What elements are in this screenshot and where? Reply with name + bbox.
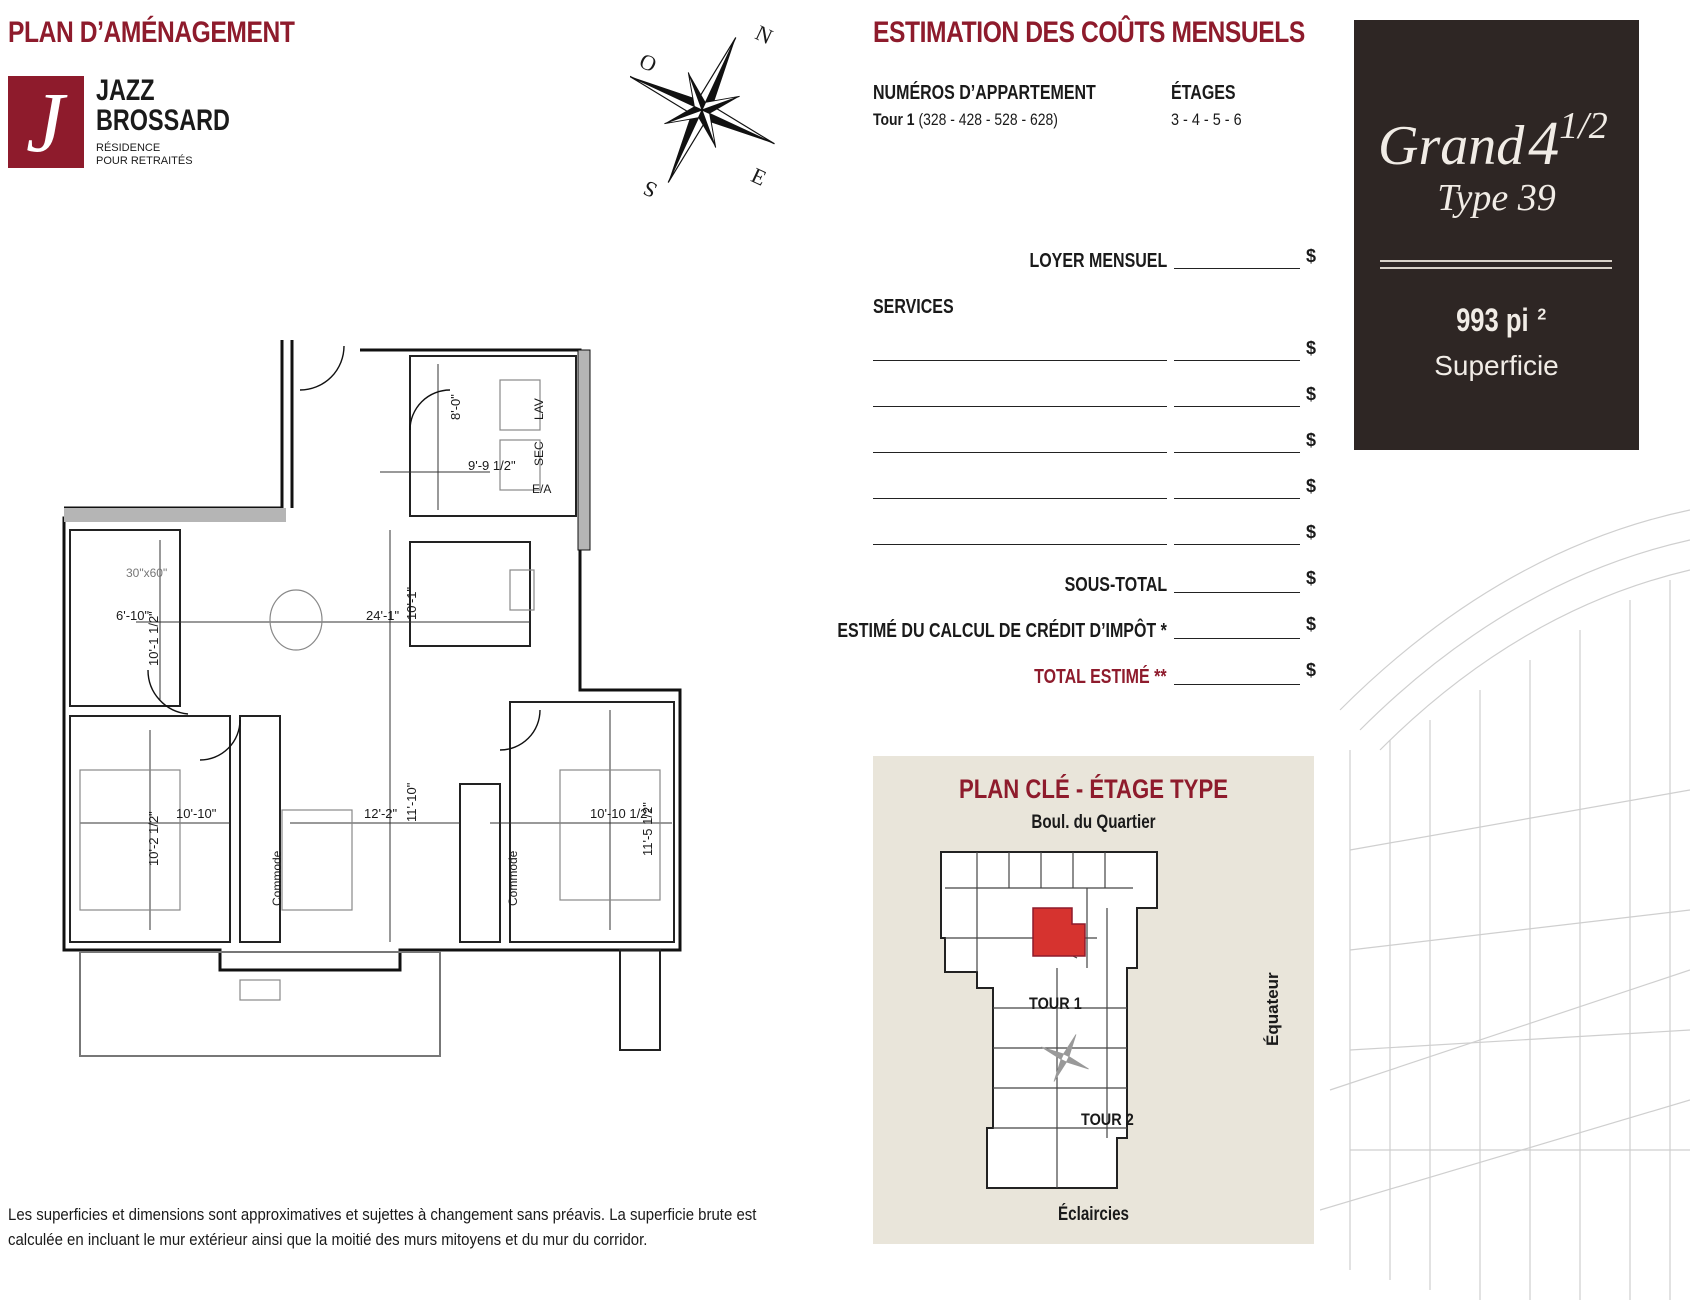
logo-line3: RÉSIDENCE <box>96 142 161 154</box>
plan-title: PLAN D’AMÉNAGEMENT <box>8 16 295 49</box>
label-lav: LAV <box>532 398 546 420</box>
logo <box>8 74 230 172</box>
compass-s: S <box>639 175 661 204</box>
service-amount-field-2[interactable] <box>1174 406 1300 407</box>
background-sketch <box>1320 490 1690 1306</box>
unit-area-sup: 2 <box>1537 306 1547 324</box>
unit-panel <box>1354 20 1639 450</box>
service-name-field-2[interactable] <box>873 406 1167 407</box>
services-label: SERVICES <box>873 296 954 318</box>
service-currency-4: $ <box>1306 476 1317 496</box>
apartment-numbers-row <box>873 110 1058 130</box>
subtotal-currency: $ <box>1306 568 1317 588</box>
dim-bath-w: 6'-10" <box>116 608 150 623</box>
unit-type: Type 39 <box>1437 177 1556 219</box>
tax-credit-currency: $ <box>1306 614 1317 634</box>
street-right: Équateur <box>1263 972 1282 1046</box>
label-commode-2: Commode <box>506 850 520 906</box>
tax-credit-label: ESTIMÉ DU CALCUL DE CRÉDIT D’IMPÔT * <box>837 620 1167 642</box>
key-plan-drawing <box>937 848 1257 1198</box>
service-name-field-1[interactable] <box>873 360 1167 361</box>
logo-line1: JAZZ <box>96 74 155 107</box>
tower2-label: TOUR 2 <box>1081 1110 1134 1129</box>
service-amount-field-1[interactable] <box>1174 360 1300 361</box>
service-name-field-3[interactable] <box>873 452 1167 453</box>
rent-currency: $ <box>1306 246 1317 266</box>
dim-living-w: 24'-1" <box>366 608 400 623</box>
dim-bed2-w: 10'-10 1/2" <box>590 806 653 821</box>
floors-value: 3 - 4 - 5 - 6 <box>1171 110 1242 129</box>
subtotal-label: SOUS-TOTAL <box>1064 574 1167 596</box>
dim-living2-w: 12'-2" <box>364 806 398 821</box>
tax-credit-field[interactable] <box>1174 638 1300 639</box>
unit-heading <box>1378 104 1608 180</box>
dim-living2-h: 11'-10" <box>404 782 419 822</box>
apartment-numbers-label: NUMÉROS D’APPARTEMENT <box>873 82 1096 104</box>
unit-size-whole: 4 <box>1528 110 1560 178</box>
dim-laundry-w: 9'-9 1/2" <box>468 458 516 473</box>
rent-field[interactable] <box>1174 268 1300 269</box>
compass-n: N <box>751 19 777 50</box>
logo-mark <box>8 76 84 168</box>
street-top: Boul. du Quartier <box>1031 812 1156 833</box>
key-plan <box>873 756 1314 1244</box>
key-plan-title: PLAN CLÉ - ÉTAGE TYPE <box>959 774 1228 804</box>
service-amount-field-4[interactable] <box>1174 498 1300 499</box>
unit-area-label: Superficie <box>1434 350 1559 381</box>
panel-divider <box>1380 260 1612 269</box>
unit-area <box>1354 302 1639 339</box>
logo-monogram: J <box>26 74 65 170</box>
service-currency-3: $ <box>1306 430 1317 450</box>
floor-plan <box>60 330 740 1070</box>
label-sec: SEC <box>532 441 546 466</box>
service-amount-field-5[interactable] <box>1174 544 1300 545</box>
label-ea: E/A <box>532 482 552 496</box>
dim-bed1-w: 10'-10" <box>176 806 217 821</box>
service-name-field-4[interactable] <box>873 498 1167 499</box>
apartment-numbers: (328 - 428 - 528 - 628) <box>918 110 1058 129</box>
dim-bed1-h: 10'-2 1/2" <box>146 811 161 866</box>
logo-line2: BROSSARD <box>96 104 230 137</box>
unit-name: Grand <box>1378 115 1525 177</box>
unit-size-fraction: 1/2 <box>1559 105 1608 147</box>
footnote: Les superficies et dimensions sont approximatives et sujettes à changement sans préavis. La superficie brute est calculée en incluant le mur extérieur ainsi que la moitié des murs mitoyens et du mur du corridor. <box>8 1205 757 1249</box>
costs-title: ESTIMATION DES COÛTS MENSUELS <box>873 16 1305 49</box>
dim-laundry-h: 8'-0" <box>448 394 463 420</box>
tower1-label: TOUR 1 <box>1029 994 1082 1013</box>
unit-area-value: 993 pi <box>1455 302 1529 338</box>
street-bottom: Éclaircies <box>1058 1204 1129 1225</box>
total-currency: $ <box>1306 660 1317 680</box>
apartment-tower: Tour 1 <box>873 110 915 129</box>
service-currency-1: $ <box>1306 338 1317 358</box>
total-field[interactable] <box>1174 684 1300 685</box>
service-amount-field-3[interactable] <box>1174 452 1300 453</box>
compass-o: O <box>635 47 661 78</box>
dim-bed2-h: 11'-5 1/2" <box>640 802 655 856</box>
label-shower: 30"x60" <box>126 566 168 580</box>
service-currency-5: $ <box>1306 522 1317 542</box>
subtotal-field[interactable] <box>1174 592 1300 593</box>
label-commode-1: Commode <box>270 850 284 906</box>
dim-living-h: 10'-1" <box>404 586 419 620</box>
dim-bath-h: 10'-1 1/2" <box>146 611 161 666</box>
logo-line4: POUR RETRAITÉS <box>96 155 193 167</box>
service-currency-2: $ <box>1306 384 1317 404</box>
total-label: TOTAL ESTIMÉ ** <box>1034 666 1167 688</box>
rent-label: LOYER MENSUEL <box>1029 250 1167 272</box>
compass-e: E <box>747 162 771 191</box>
floors-label: ÉTAGES <box>1171 82 1236 104</box>
service-name-field-5[interactable] <box>873 544 1167 545</box>
